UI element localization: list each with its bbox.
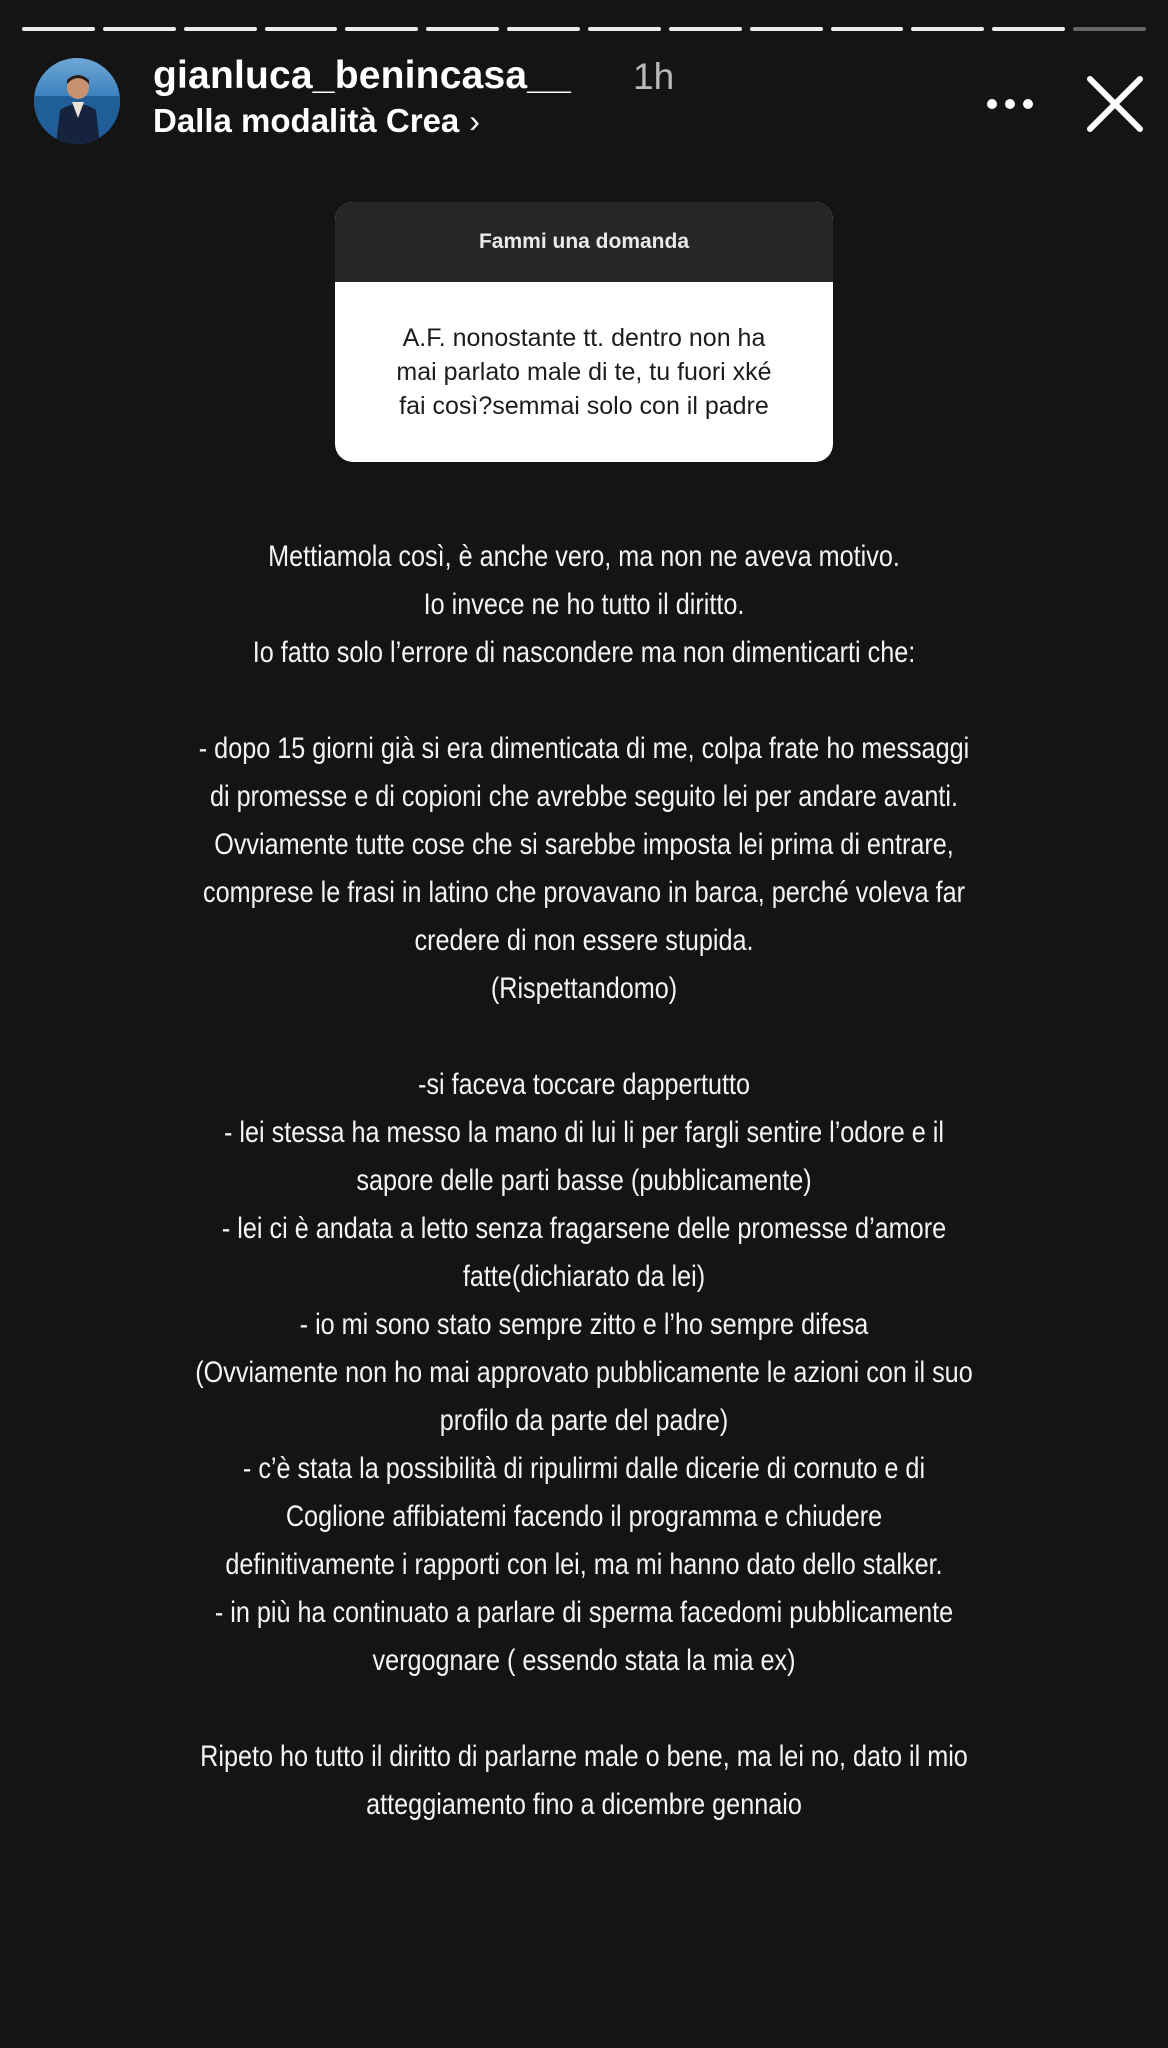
progress-segment [669,27,742,31]
chevron-right-icon: › [469,103,480,139]
progress-segment [345,27,418,31]
answer-text [144,533,1024,1829]
question-sticker [335,202,833,462]
answer-line: Coglione affibiatemi facendo il programma e chiudere [285,1500,883,1533]
progress-segment [426,27,499,31]
answer-line: - in più ha continuato a parlare di sperma facedomi pubblicamente [214,1596,954,1629]
progress-segment [507,27,580,31]
question-line: fai così?semmai solo con il padre [399,392,769,420]
progress-segment [588,27,661,31]
answer-line: - lei stessa ha messo la mano di lui li per fargli sentire l’odore e il [224,1116,944,1149]
answer-line: - c’è stata la possibilità di ripulirmi dalle dicerie di cornuto e di [242,1452,926,1485]
create-mode-link[interactable] [153,102,480,140]
answer-line: - lei ci è andata a letto senza fragarsene delle promesse d’amore [221,1212,947,1245]
answer-line [144,677,1024,725]
question-sticker-text [335,282,833,462]
answer-line: Mettiamola così, è anche vero, ma non ne aveva motivo. [268,540,900,573]
story-progress-bar [22,27,1146,31]
answer-line: (Ovviamente non ho mai approvato pubblicamente le azioni con il suo [195,1356,973,1389]
close-button[interactable] [1080,69,1150,139]
progress-segment [265,27,338,31]
question-sticker-title: Fammi una domanda [335,202,833,282]
answer-line: comprese le frasi in latino che provavano in barca, perché voleva far [202,876,966,909]
answer-line: credere di non essere stupida. [414,924,754,957]
progress-segment [22,27,95,31]
more-options-button[interactable] [978,76,1042,132]
answer-line [144,1013,1024,1061]
answer-line: fatte(dichiarato da lei) [462,1260,706,1293]
answer-line: vergognare ( essendo stata la mia ex) [372,1644,796,1677]
progress-segment [103,27,176,31]
progress-segment [911,27,984,31]
answer-line [144,1685,1024,1733]
question-line: mai parlato male di te, tu fuori xké [396,358,772,386]
progress-segment [992,27,1065,31]
answer-line: Ripeto ho tutto il diritto di parlarne male o bene, ma lei no, dato il mio [200,1740,968,1773]
profile-avatar[interactable] [34,58,120,144]
answer-line: - io mi sono stato sempre zitto e l’ho sempre difesa [299,1308,869,1341]
post-time: 1h [633,56,675,97]
answer-line: -si faceva toccare dappertutto [418,1068,750,1101]
answer-line: Ovviamente tutte cose che si sarebbe imposta lei prima di entrare, [214,828,954,861]
progress-segment [750,27,823,31]
answer-line: di promesse e di copioni che avrebbe seguito lei per andare avanti. [209,780,959,813]
more-horizontal-icon [978,76,1042,132]
answer-line: sapore delle parti basse (pubblicamente) [356,1164,812,1197]
answer-line: (Rispettandomo) [490,972,678,1005]
progress-segment [1073,27,1146,31]
progress-segment [831,27,904,31]
answer-line: profilo da parte del padre) [439,1404,729,1437]
profile-photo [34,58,120,144]
create-mode-label: Dalla modalità Crea [153,102,460,139]
answer-line: definitivamente i rapporti con lei, ma mi hanno dato dello stalker. [225,1548,943,1581]
answer-line: atteggiamento fino a dicembre gennaio [366,1788,802,1821]
username[interactable]: gianluca_benincasa__ [153,54,572,97]
answer-line: - dopo 15 giorni già si era dimenticata di me, colpa frate ho messaggi [198,732,970,765]
question-line: A.F. nonostante tt. dentro non ha [402,324,766,352]
progress-segment [184,27,257,31]
answer-line: Io fatto solo l’errore di nascondere ma non dimenticarti che: [252,636,916,669]
answer-line: Io invece ne ho tutto il diritto. [423,588,745,621]
story-header [30,54,1138,154]
close-icon [1080,69,1150,139]
